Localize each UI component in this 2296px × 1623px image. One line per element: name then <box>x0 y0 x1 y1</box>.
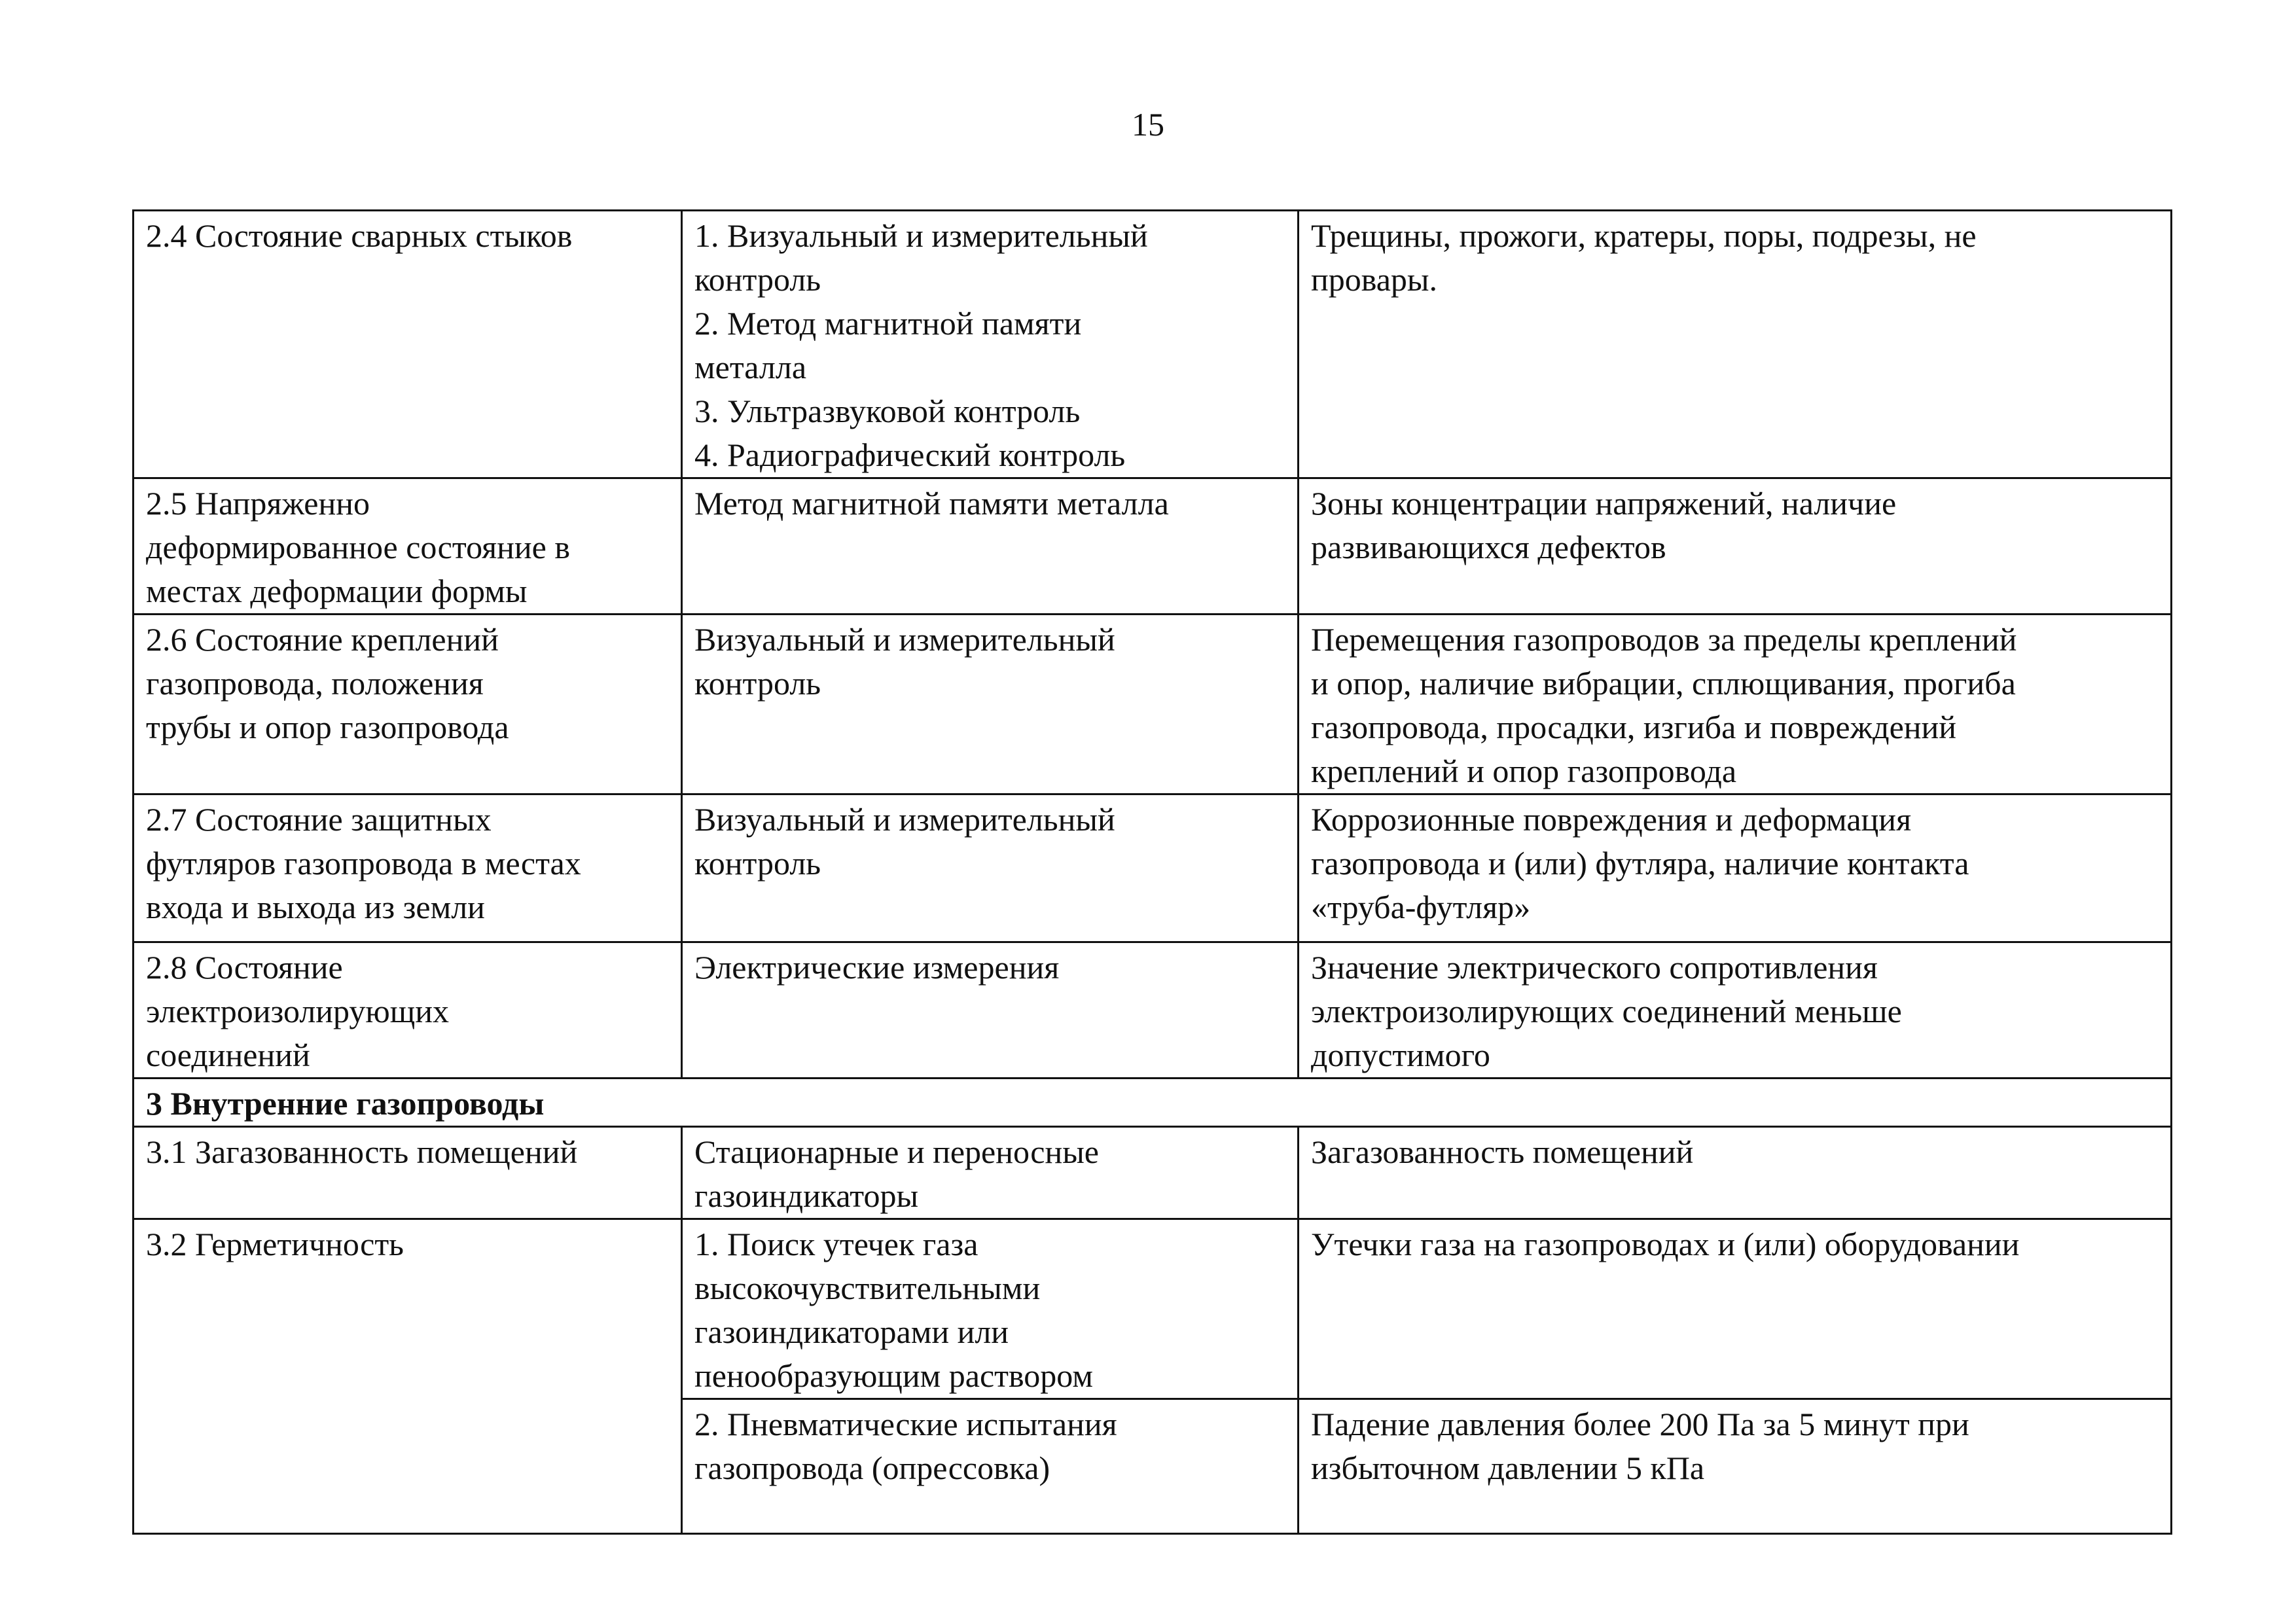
cell-line: «труба-футляр» <box>1311 889 1531 925</box>
cell-line: Трещины, прожоги, кратеры, поры, подрезы, не <box>1311 217 1977 254</box>
parameter-cell <box>134 794 682 942</box>
defects-cell <box>1299 794 2172 942</box>
method-cell <box>682 478 1299 615</box>
cell-line: 2.4 Состояние сварных стыков <box>146 217 573 254</box>
cell-line: газоиндикаторами или <box>694 1313 1009 1350</box>
cell-line: избыточном давлении 5 кПа <box>1311 1450 1705 1486</box>
method-cell <box>682 1127 1299 1219</box>
table-row <box>134 478 2172 615</box>
cell-line: электроизолирующих <box>146 993 450 1029</box>
cell-line: Стационарные и переносные <box>694 1133 1099 1170</box>
cell-line: провары. <box>1311 261 1437 298</box>
cell-line: входа и выхода из земли <box>146 889 485 925</box>
cell-line: газопровода, просадки, изгиба и повреждений <box>1311 709 1957 745</box>
cell-line: трубы и опор газопровода <box>146 709 509 745</box>
cell-line: 3.1 Загазованность помещений <box>146 1133 578 1170</box>
defects-cell <box>1299 942 2172 1079</box>
cell-line: 3.2 Герметичность <box>146 1226 404 1262</box>
parameter-cell <box>134 1219 682 1534</box>
parameter-cell <box>134 942 682 1079</box>
method-cell <box>682 615 1299 794</box>
table-row <box>134 615 2172 794</box>
table-row <box>134 942 2172 1079</box>
method-cell <box>682 794 1299 942</box>
page-number: 15 <box>1132 106 1164 143</box>
cell-line: металла <box>694 349 807 385</box>
cell-line: 1. Визуальный и измерительный <box>694 217 1148 254</box>
cell-line: 2.8 Состояние <box>146 949 343 986</box>
cell-line: пенообразующим раствором <box>694 1357 1093 1394</box>
defects-cell <box>1299 615 2172 794</box>
cell-line: 2. Метод магнитной памяти <box>694 305 1082 342</box>
cell-line: 2.6 Состояние креплений <box>146 621 499 658</box>
cell-line: контроль <box>694 845 821 882</box>
parameter-cell <box>134 1127 682 1219</box>
table-row <box>134 1219 2172 1399</box>
cell-line: газопровода и (или) футляра, наличие контакта <box>1311 845 1969 882</box>
defects-cell <box>1299 1399 2172 1534</box>
method-cell <box>682 1219 1299 1399</box>
cell-line: 2.7 Состояние защитных <box>146 801 492 838</box>
section-header-row <box>134 1079 2172 1127</box>
cell-line: 3. Ультразвуковой контроль <box>694 393 1081 429</box>
cell-line: Визуальный и измерительный <box>694 801 1115 838</box>
cell-line: 4. Радиографический контроль <box>694 437 1126 473</box>
defects-cell <box>1299 1127 2172 1219</box>
cell-line: Зоны концентрации напряжений, наличие <box>1311 485 1897 522</box>
parameter-cell <box>134 478 682 615</box>
cell-line: Метод магнитной памяти металла <box>694 485 1169 522</box>
method-cell <box>682 942 1299 1079</box>
cell-line: газоиндикаторы <box>694 1177 919 1214</box>
cell-line: высокочувствительными <box>694 1270 1041 1306</box>
defects-cell <box>1299 211 2172 478</box>
method-cell <box>682 1399 1299 1534</box>
inspection-table <box>132 209 2172 1535</box>
method-cell <box>682 211 1299 478</box>
cell-line: креплений и опор газопровода <box>1311 753 1737 789</box>
section-title <box>134 1079 2172 1127</box>
cell-line: Визуальный и измерительный <box>694 621 1115 658</box>
cell-line: контроль <box>694 665 821 702</box>
cell-line: контроль <box>694 261 821 298</box>
parameter-cell <box>134 211 682 478</box>
table-row <box>134 794 2172 942</box>
cell-line: 1. Поиск утечек газа <box>694 1226 978 1262</box>
cell-line: газопровода (опрессовка) <box>694 1450 1050 1486</box>
cell-line: соединений <box>146 1037 310 1073</box>
cell-line: Электрические измерения <box>694 949 1060 986</box>
cell-line: электроизолирующих соединений меньше <box>1311 993 1902 1029</box>
cell-line: Падение давления более 200 Па за 5 минут при <box>1311 1406 1969 1442</box>
cell-line: развивающихся дефектов <box>1311 529 1666 565</box>
defects-cell <box>1299 1219 2172 1399</box>
cell-line: и опор, наличие вибрации, сплющивания, прогиба <box>1311 665 2016 702</box>
defects-cell <box>1299 478 2172 615</box>
cell-line: допустимого <box>1311 1037 1490 1073</box>
cell-line: газопровода, положения <box>146 665 484 702</box>
cell-line: 2. Пневматические испытания <box>694 1406 1117 1442</box>
table-row <box>134 1127 2172 1219</box>
cell-line: местах деформации формы <box>146 573 528 609</box>
cell-line: Перемещения газопроводов за пределы креплений <box>1311 621 2017 658</box>
cell-line: Загазованность помещений <box>1311 1133 1694 1170</box>
section-title-text: 3 Внутренние газопроводы <box>146 1085 545 1122</box>
cell-line: Утечки газа на газопроводах и (или) оборудовании <box>1311 1226 2020 1262</box>
cell-line: деформированное состояние в <box>146 529 570 565</box>
table-row <box>134 211 2172 478</box>
cell-line: футляров газопровода в местах <box>146 845 581 882</box>
parameter-cell <box>134 615 682 794</box>
cell-line: 2.5 Напряженно <box>146 485 370 522</box>
cell-line: Коррозионные повреждения и деформация <box>1311 801 1912 838</box>
cell-line: Значение электрического сопротивления <box>1311 949 1878 986</box>
